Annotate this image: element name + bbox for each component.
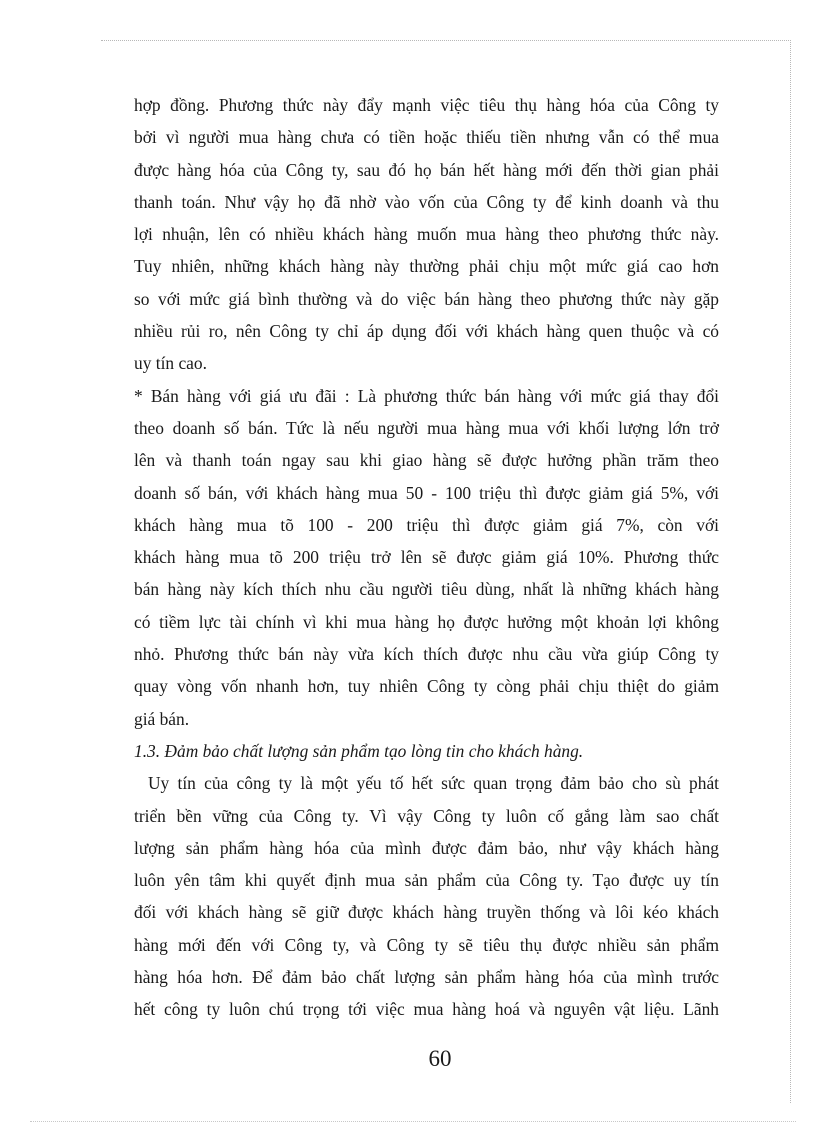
text-line: quay vòng vốn nhanh hơn, tuy nhiên Công ty còng phải chịu thiệt do giảm <box>134 676 719 697</box>
text-line: đối với khách hàng sẽ giữ được khách hàng truyền thống và lôi kéo khách <box>134 902 719 923</box>
text-line: lượng sản phẩm hàng hóa của mình được đảm bảo, như vậy khách hàng <box>134 837 719 858</box>
text-line: hàng hóa hơn. Để đảm bảo chất lượng sản phẩm hàng hóa của mình trước <box>134 967 719 988</box>
page-number: 60 <box>428 1046 452 1071</box>
page-bottom-rule <box>30 1121 796 1122</box>
text-line: Uy tín của công ty là một yếu tố hết sức quan trọng đảm bảo cho sù phát <box>148 773 719 794</box>
section-heading: 1.3. Đảm bảo chất lượng sản phẩm tạo lòng tin cho khách hàng. <box>134 740 584 761</box>
text-line: hết công ty luôn chú trọng tới việc mua hàng hoá và nguyên vật liệu. Lãnh <box>134 999 719 1020</box>
text-line: lợi nhuận, lên có nhiều khách hàng muốn mua hàng theo phương thức này. <box>134 224 719 245</box>
text-line: được hàng hóa của Công ty, sau đó họ bán hết hàng mới đến thời gian phải <box>134 159 719 180</box>
text-line: luôn yên tâm khi quyết định mua sản phẩm của Công ty. Tạo được uy tín <box>134 870 719 891</box>
text-line: bởi vì người mua hàng chưa có tiền hoặc thiếu tiền nhưng vẫn có thể mua <box>134 127 719 148</box>
text-line: Tuy nhiên, những khách hàng này thường phải chịu một mức giá cao hơn <box>134 256 719 277</box>
text-line: nhỏ. Phương thức bán này vừa kích thích được nhu cầu vừa giúp Công ty <box>134 644 719 665</box>
text-line: * Bán hàng với giá ưu đãi : Là phương thức bán hàng với mức giá thay đổi <box>134 385 719 406</box>
text-line: giá bán. <box>134 708 190 729</box>
text-line: hợp đồng. Phương thức này đẩy mạnh việc tiêu thụ hàng hóa của Công ty <box>134 95 719 115</box>
text-line: uy tín cao. <box>134 353 207 374</box>
text-line: triển bền vững của Công ty. Vì vậy Công ty luôn cố gắng làm sao chất <box>134 805 719 826</box>
text-line: bán hàng này kích thích nhu cầu người tiêu dùng, nhất là những khách hàng <box>134 579 719 600</box>
text-line: so với mức giá bình thường và do việc bán hàng theo phương thức này gặp <box>134 288 719 309</box>
text-line: khách hàng mua tõ 200 triệu trở lên sẽ được giảm giá 10%. Phương thức <box>134 547 719 568</box>
text-line: theo doanh số bán. Tức là nếu người mua hàng mua với khối lượng lớn trở <box>134 417 719 438</box>
text-line: thanh toán. Như vậy họ đã nhờ vào vốn của Công ty để kinh doanh và thu <box>134 191 719 212</box>
document-body <box>134 89 719 1026</box>
text-line: nhiều rủi ro, nên Công ty chỉ áp dụng đối với khách hàng quen thuộc và có <box>134 321 719 342</box>
text-line: lên và thanh toán ngay sau khi giao hàng sẽ được hưởng phần trăm theo <box>134 450 719 471</box>
text-line: khách hàng mua tõ 100 - 200 triệu thì được giảm giá 7%, còn với <box>134 514 719 535</box>
text-line: hàng mới đến với Công ty, và Công ty sẽ tiêu thụ được nhiều sản phẩm <box>134 934 719 955</box>
text-line: có tiềm lực tài chính vì khi mua hàng họ được hưởng một khoản lợi không <box>134 611 719 632</box>
text-line: doanh số bán, với khách hàng mua 50 - 100 triệu thì được giảm giá 5%, với <box>134 482 719 503</box>
